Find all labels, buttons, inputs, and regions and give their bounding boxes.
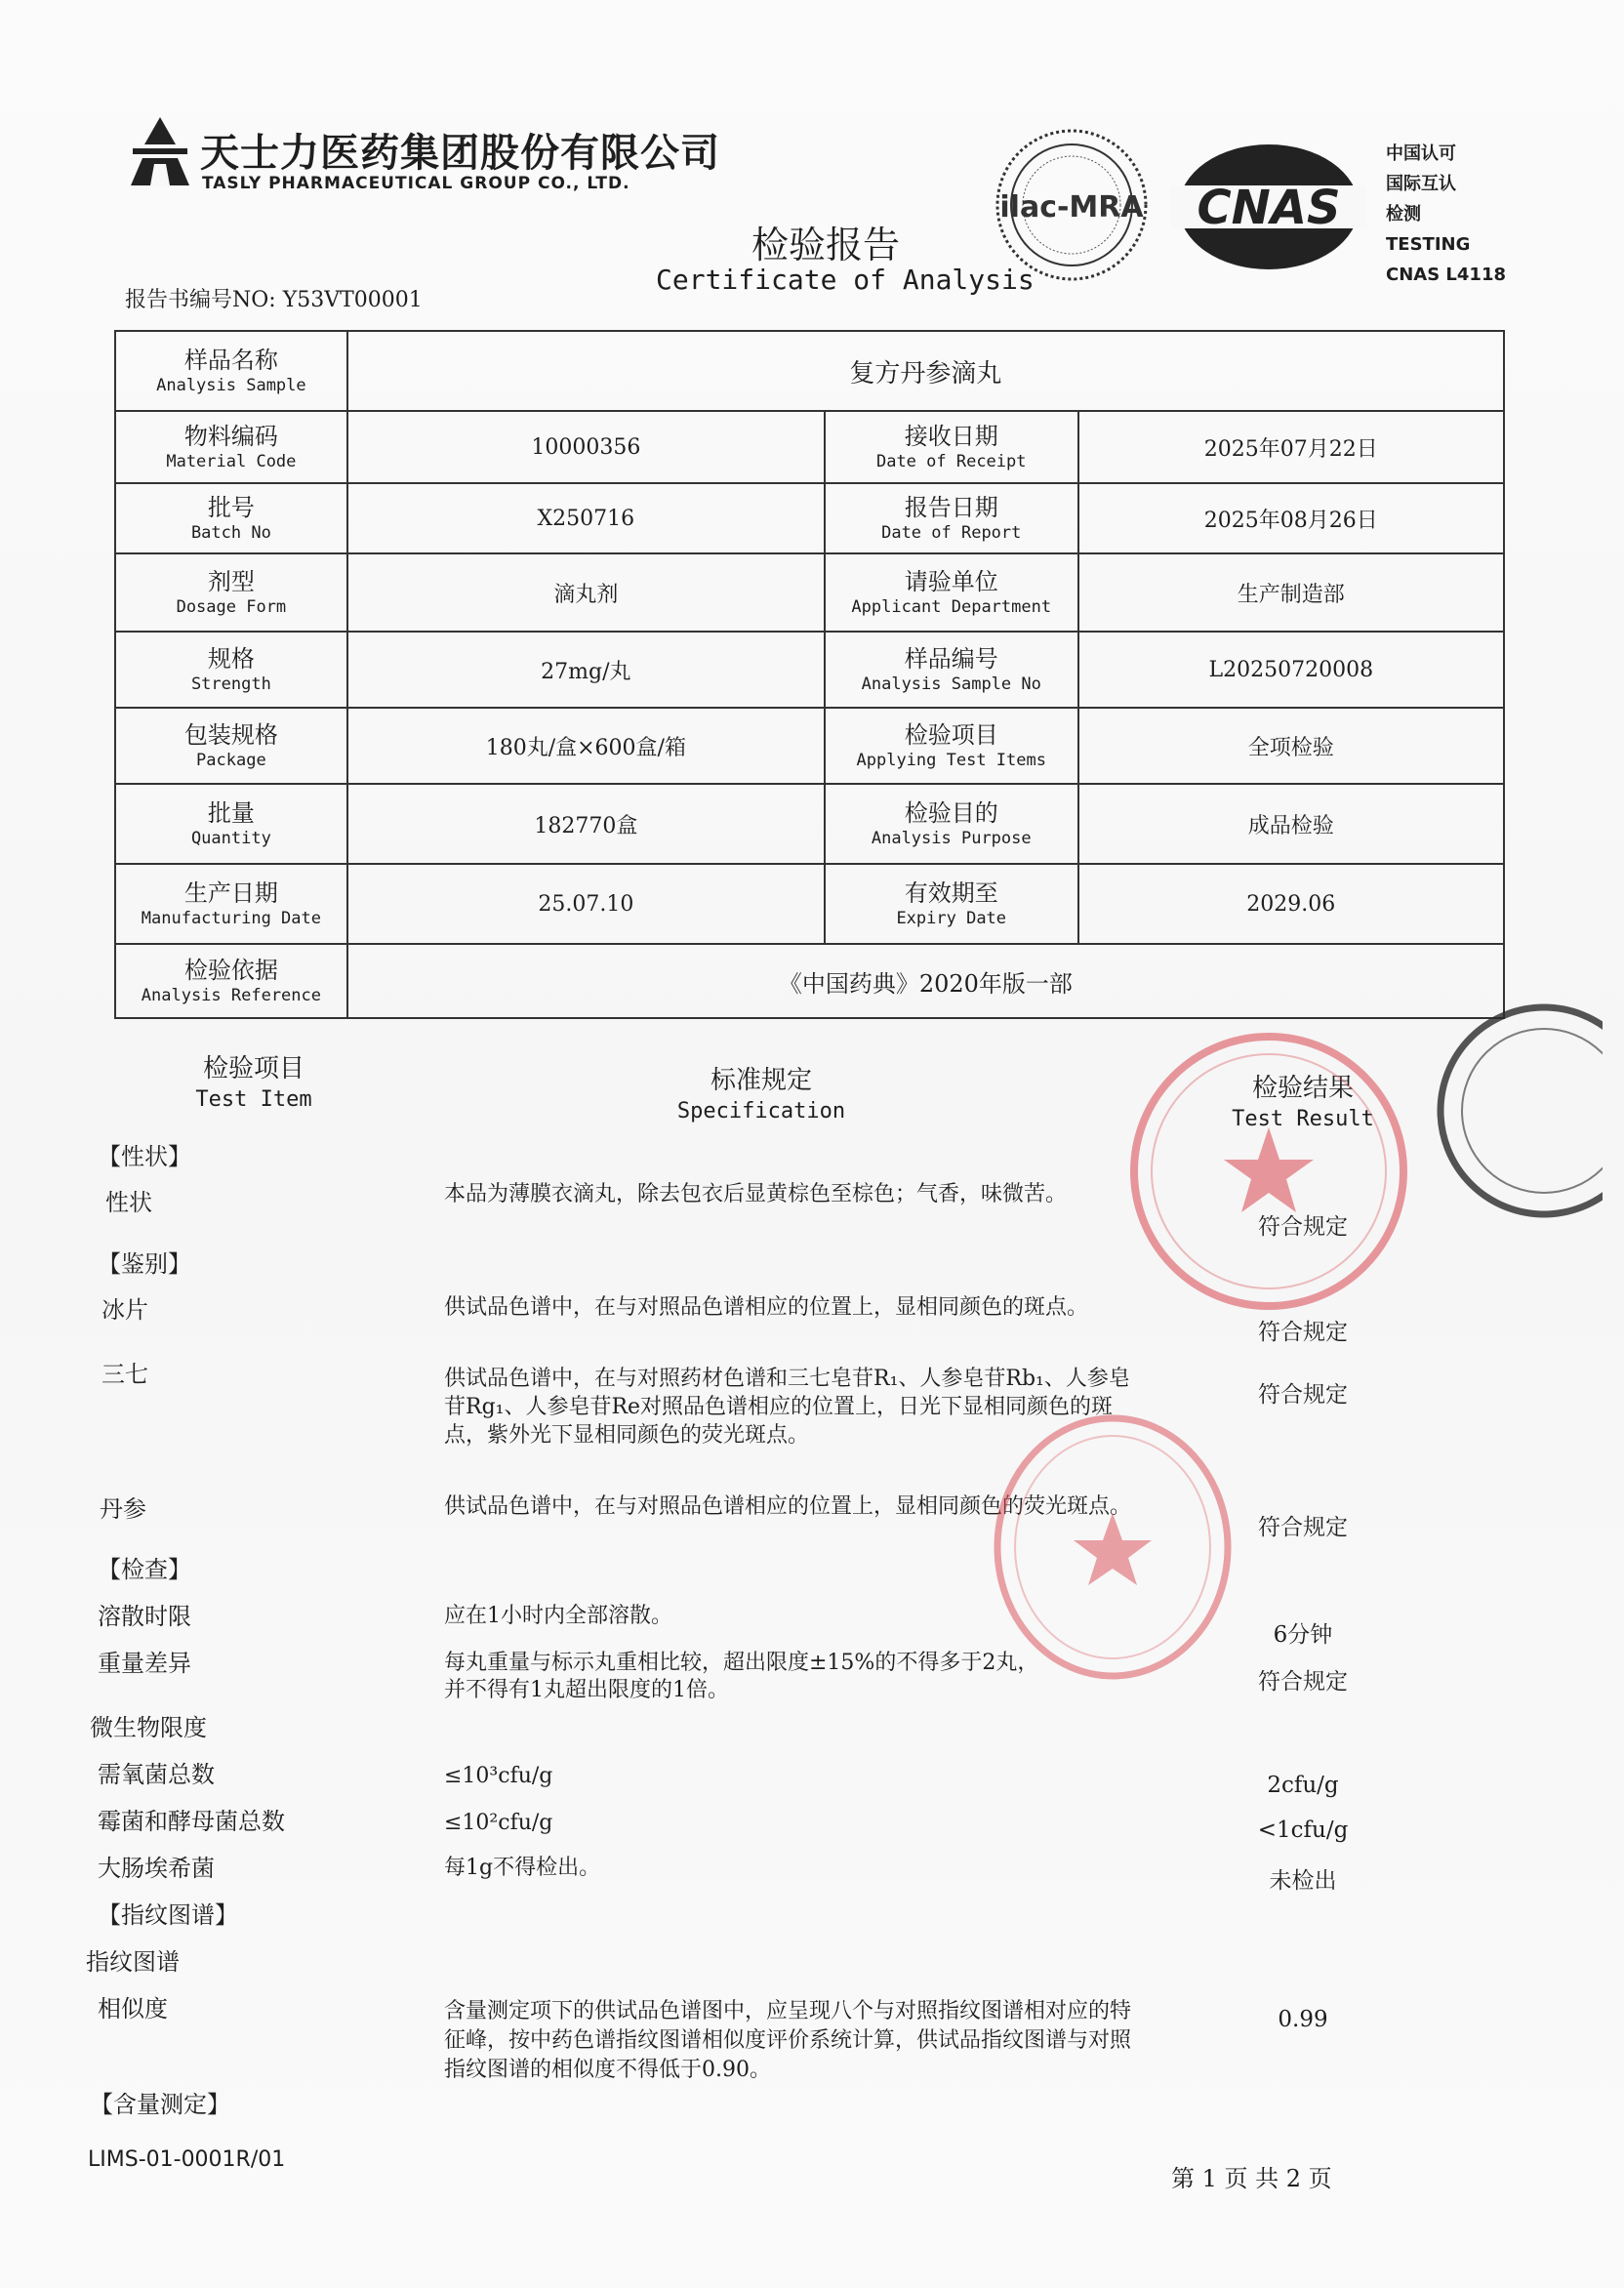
value-cell: X250716 — [347, 483, 825, 553]
red-stamp-icon — [986, 1406, 1239, 1689]
table-row — [115, 483, 1504, 553]
label-cell — [115, 411, 347, 483]
item-spec: 应在1小时内全部溶散。 — [444, 1604, 672, 1628]
table-row — [115, 944, 1504, 1018]
item-name: 性状 — [105, 1189, 152, 1216]
label-cn: 有效期至 — [904, 879, 998, 907]
label-cn: 样品编号 — [904, 645, 998, 673]
label-en: Analysis Sample No — [861, 674, 1041, 694]
label-cell — [115, 784, 347, 864]
item-spec: 供试品色谱中，在与对照品色谱相应的位置上，显相同颜色的荧光斑点。 — [444, 1494, 1132, 1519]
red-stamp-icon — [1122, 1025, 1415, 1318]
item-result: 未检出 — [1269, 1868, 1337, 1894]
value-cell: 182770盒 — [347, 784, 825, 864]
label-en: Applicant Department — [851, 597, 1052, 617]
sample-label-cell — [115, 331, 347, 411]
label-cell — [115, 553, 347, 632]
cnas-side-line: CNAS L4118 — [1386, 265, 1507, 285]
label-cn: 样品名称 — [183, 347, 278, 374]
item-spec: 供试品色谱中，在与对照药材色谱和三七皂苷R₁、人参皂苷Rb₁、人参皂苷Rg₁、人参皂苷Re对照品色谱相应的位置上，日光下显相同颜色的斑点，紫外光下显相同颜色的荧光斑点。 — [444, 1367, 1130, 1448]
value-cell: L20250720008 — [1078, 632, 1504, 708]
col-header-cn: 检验项目 — [202, 1054, 304, 1083]
table-row — [115, 331, 1504, 411]
form-number: LIMS-01-0001R/01 — [88, 2147, 286, 2172]
item-result: 符合规定 — [1258, 1214, 1348, 1240]
item-name: 重量差异 — [98, 1650, 191, 1677]
item-result: 6分钟 — [1273, 1622, 1333, 1648]
cnas-logo-icon — [1171, 139, 1366, 275]
item-name: 冰片 — [102, 1296, 148, 1324]
tasly-pharmaceutical-stamp-icon — [1427, 994, 1603, 1228]
label-en: Material Code — [166, 452, 297, 471]
label-en: Date of Report — [881, 523, 1022, 543]
report-title-en: Certificate of Analysis — [656, 264, 1035, 296]
item-spec: ≤10³cfu/g — [444, 1764, 553, 1788]
page-indicator: 第 1 页 共 2 页 — [1171, 2165, 1332, 2192]
value-cell: 10000356 — [347, 411, 825, 483]
col-header-en: Test Result — [1232, 1107, 1374, 1131]
item-name: 指纹图谱 — [86, 1948, 180, 1976]
label-en: Analysis Purpose — [871, 829, 1032, 848]
item-name: 需氧菌总数 — [98, 1761, 215, 1788]
col-header-item — [176, 1052, 332, 1115]
value-cell: 27mg/丸 — [347, 632, 825, 708]
item-name: 三七 — [102, 1361, 148, 1388]
item-name: 溶散时限 — [98, 1603, 191, 1630]
label-cn: 批量 — [207, 799, 255, 827]
label-cell — [115, 632, 347, 708]
cnas-side-text — [1386, 139, 1506, 290]
label-cn: 请验单位 — [904, 568, 998, 595]
info-table — [114, 330, 1505, 1019]
cnas-side-line: 检测 — [1386, 204, 1421, 225]
table-row — [115, 864, 1504, 944]
label-cn: 批号 — [207, 494, 255, 521]
ilac-label: ilac-MRA — [999, 190, 1144, 225]
item-name: 相似度 — [98, 1995, 168, 2022]
label-en: Strength — [190, 674, 271, 694]
label-en: Batch No — [190, 523, 271, 543]
label-cn: 报告日期 — [904, 494, 998, 521]
reference-value: 《中国药典》2020年版一部 — [347, 944, 1504, 1018]
item-result: 符合规定 — [1258, 1382, 1348, 1408]
value-cell: 生产制造部 — [1078, 553, 1504, 632]
table-row — [115, 784, 1504, 864]
section-heading: 【指纹图谱】 — [98, 1901, 238, 1929]
item-spec: 每1g不得检出。 — [444, 1856, 601, 1880]
label-en: Applying Test Items — [856, 751, 1046, 770]
ilac-mra-seal-icon — [994, 127, 1150, 283]
report-number: 报告书编号NO: Y53VT00001 — [125, 288, 423, 312]
item-result: <1cfu/g — [1257, 1818, 1349, 1843]
value-cell: 25.07.10 — [347, 864, 825, 944]
label-en: Date of Receipt — [875, 452, 1027, 471]
label-cell — [825, 553, 1078, 632]
cnas-side-line: 中国认可 — [1386, 143, 1456, 164]
value-cell: 2025年08月26日 — [1078, 483, 1504, 553]
label-cell — [115, 483, 347, 553]
label-cell — [825, 708, 1078, 784]
item-spec: 含量测定项下的供试品色谱图中，应呈现八个与对照指纹图谱相对应的特征峰，按中药色谱指纹图谱相似度评价系统计算，供试品指纹图谱与对照指纹图谱的相似度不得低于0.90。 — [444, 1999, 1132, 2082]
item-spec: 每丸重量与标示丸重相比较，超出限度±15%的不得多于2丸，并不得有1丸超出限度的1倍。 — [444, 1651, 1039, 1702]
label-en: Expiry Date — [896, 909, 1007, 928]
label-en: Analysis Sample — [156, 376, 306, 395]
item-result: 符合规定 — [1258, 1320, 1348, 1345]
label-cn: 检验项目 — [904, 721, 998, 749]
label-en: Analysis Reference — [141, 986, 321, 1005]
section-heading: 【检查】 — [98, 1556, 191, 1583]
item-name: 微生物限度 — [90, 1714, 207, 1741]
company-name-cn: 天士力医药集团股份有限公司 — [200, 131, 720, 176]
report-title-cn: 检验报告 — [751, 224, 901, 266]
table-row — [115, 708, 1504, 784]
label-en: Quantity — [190, 829, 271, 848]
reference-label-cell — [115, 944, 347, 1018]
item-spec: ≤10²cfu/g — [444, 1811, 553, 1835]
label-cell — [115, 864, 347, 944]
label-cell — [825, 632, 1078, 708]
value-cell: 2029.06 — [1078, 864, 1504, 944]
label-cell — [825, 864, 1078, 944]
col-header-en: Specification — [676, 1099, 846, 1124]
tasly-logo-icon — [129, 115, 191, 189]
value-cell: 全项检验 — [1078, 708, 1504, 784]
label-cn: 规格 — [207, 645, 255, 673]
item-name: 大肠埃希菌 — [98, 1855, 215, 1882]
item-name: 霉菌和酵母菌总数 — [98, 1808, 285, 1835]
cnas-logo-text: CNAS — [1197, 181, 1341, 235]
cnas-side-line: 国际互认 — [1386, 174, 1456, 194]
label-cn: 检验依据 — [183, 957, 278, 984]
label-cell — [825, 411, 1078, 483]
cnas-side-line: TESTING — [1386, 234, 1471, 255]
col-header-cn: 标准规定 — [710, 1066, 812, 1095]
section-heading: 【性状】 — [98, 1143, 191, 1170]
item-spec: 本品为薄膜衣滴丸，除去包衣后显黄棕色至棕色；气香，味微苦。 — [444, 1182, 1068, 1206]
label-cn: 检验目的 — [904, 799, 998, 827]
sample-value: 复方丹参滴丸 — [347, 331, 1504, 411]
label-cell — [825, 784, 1078, 864]
section-heading: 【鉴别】 — [98, 1250, 191, 1278]
label-cn: 生产日期 — [183, 879, 278, 907]
label-en: Dosage Form — [176, 597, 287, 617]
col-header-spec — [644, 1064, 878, 1126]
label-cell — [825, 483, 1078, 553]
item-result: 2cfu/g — [1267, 1773, 1339, 1798]
col-header-en: Test Item — [195, 1087, 312, 1112]
value-cell: 180丸/盒×600盒/箱 — [347, 708, 825, 784]
item-result: 符合规定 — [1258, 1515, 1348, 1540]
item-result: 0.99 — [1278, 2007, 1328, 2032]
item-spec: 供试品色谱中，在与对照品色谱相应的位置上，显相同颜色的斑点。 — [444, 1295, 1089, 1320]
label-cn: 包装规格 — [183, 721, 278, 749]
label-en: Package — [196, 751, 266, 770]
label-en: Manufacturing Date — [141, 909, 321, 928]
table-row — [115, 553, 1504, 632]
label-cn: 物料编码 — [183, 423, 278, 450]
company-name-en: TASLY PHARMACEUTICAL GROUP CO., LTD. — [202, 174, 630, 193]
item-result: 符合规定 — [1258, 1669, 1348, 1695]
label-cell — [115, 708, 347, 784]
label-cn: 接收日期 — [904, 423, 998, 450]
col-header-cn: 检验结果 — [1251, 1074, 1354, 1103]
value-cell: 成品检验 — [1078, 784, 1504, 864]
section-heading: 【含量测定】 — [90, 2091, 230, 2118]
value-cell: 滴丸剂 — [347, 553, 825, 632]
label-cn: 剂型 — [207, 568, 255, 595]
table-row — [115, 411, 1504, 483]
table-row — [115, 632, 1504, 708]
value-cell: 2025年07月22日 — [1078, 411, 1504, 483]
item-name: 丹参 — [100, 1495, 146, 1523]
